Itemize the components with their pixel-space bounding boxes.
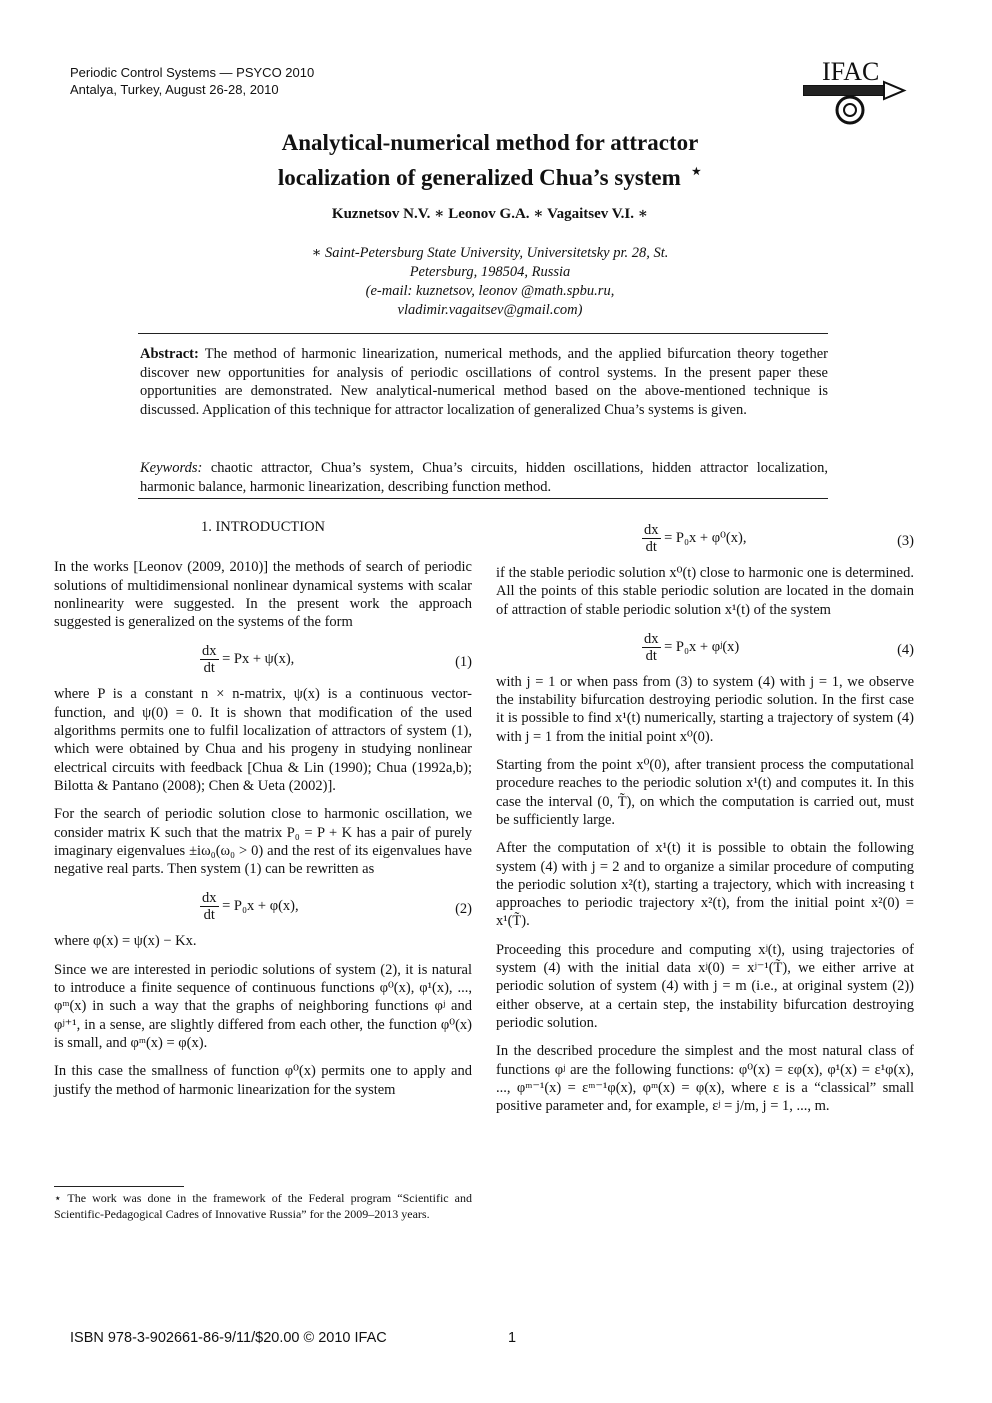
abstract <box>140 345 828 419</box>
footnote: ⋆ The work was done in the framework of the Federal program “Scientific and Scientific-Pedagogical Cadres of Innovative Russia” for the 2009–2013 years. <box>54 1191 472 1221</box>
equation-fraction: $\frac{dx}{dt}$ <box>644 522 659 555</box>
equation-1 <box>54 641 472 681</box>
equation-fraction: $\frac{dx}{dt}$ <box>644 630 659 664</box>
equation-2 <box>54 888 472 928</box>
affiliation-line-4: vladimir.vagaitsev@gmail.com) <box>397 302 583 318</box>
keywords <box>140 459 828 496</box>
title-line-1: Analytical-numerical method for attractor <box>281 130 699 155</box>
equation-rhs: = P₀x + φʲ(x) <box>664 638 740 655</box>
conference-name: Periodic Control Systems — PSYCO 2010 <box>70 65 315 80</box>
paragraph: In the works [Leonov (2009, 2010)] the methods of search of periodic solutions of multidimensional nonlinear dynamical systems with scalar nonlinearity were suggested. In the present work the approach suggested is generalized on the systems of the form <box>54 559 472 631</box>
page-number: 1 <box>508 1330 517 1346</box>
affiliation <box>250 244 730 320</box>
affiliation-line-2: Petersburg, 198504, Russia <box>409 264 571 280</box>
keywords-text: chaotic attractor, Chua’s system, Chua’s circuits, hidden oscillations, hidden attractor localization, harmonic balance, harmonic linearization, describing function method. <box>140 460 829 495</box>
paragraph: Since we are interested in periodic solutions of system (2), it is natural to introduce a finite sequence of continuous functions φ⁰(x), φ¹(x), ..., φᵐ(x) in such a way that the graphs of neighboring functions φʲ and φʲ⁺¹, in a sense, are slightly differed from each other, the function φ⁰(x) is small, and φᵐ(x) = φ(x). <box>54 961 472 1051</box>
abstract-top-rule <box>138 333 828 334</box>
equation-number: (3) <box>897 533 914 549</box>
equation-number: (4) <box>897 641 914 658</box>
right-column <box>496 518 914 1125</box>
paragraph: Starting from the point x⁰(0), after transient process the computational procedure reaches to the periodic solution x¹(t) and computes it. In this case the interval (0, T̃), on which the computation is carried out, must be sufficiently large. <box>496 757 914 828</box>
equation-number: (1) <box>455 654 472 671</box>
paragraph: where φ(x) = ψ(x) − Kx. <box>54 933 197 950</box>
paragraph: In the described procedure the simplest and the most natural class of functions φʲ are the following functions: φ⁰(x) = εφ(x), φ¹(x) = ε¹φ(x), ..., φᵐ⁻¹(x) = εᵐ⁻¹φ(x), φᵐ(x) = φ(x), where ε is a “classical” small positive parameter and, for example, εʲ = j/m, j = 1, ..., m. <box>496 1043 914 1115</box>
paragraph: with j = 1 or when pass from (3) to system (4) with j = 1, we observe the instability bifurcation destroying periodic solution. In the first case it is possible to find x¹(t) numerically, starting a trajectory of system (4) with j = 1 from the initial point x⁰(0). <box>496 673 914 745</box>
abstract-label: Abstract: <box>140 346 199 362</box>
equation-3 <box>496 520 914 560</box>
footnote-rule <box>54 1186 184 1187</box>
ifac-logo <box>800 58 910 130</box>
isbn-footer: ISBN 978-3-902661-86-9/11/$20.00 © 2010 IFAC <box>70 1330 387 1346</box>
left-column <box>54 518 472 1109</box>
paragraph: where P is a constant n × n-matrix, ψ(x) is a continuous vector-function, and ψ(0) = 0. It is shown that modification of the used algorithms permits one to fulfil localization of attractors of system (1), which were obtained by Chua and his progeny in studying nonlinear electrical circuits with feedback [Chua & Lin (1990); Chua (1992a,b); Bilotta & Pantano (2008); Chen & Ueta (2002)]. <box>54 686 472 794</box>
equation-rhs: = P₀x + φ(x), <box>222 898 299 915</box>
title-footnote-star: ⋆ <box>690 161 703 181</box>
title-line-2: localization of generalized Chua’s system <box>277 165 681 190</box>
keywords-label: Keywords: <box>140 460 203 476</box>
paragraph: In this case the smallness of function φ⁰(x) permits one to apply and justify the method of harmonic linearization for the system <box>54 1063 472 1098</box>
paper-title <box>150 128 830 192</box>
equation-fraction: $\frac{dx}{dt}$ <box>202 643 217 677</box>
paragraph: For the search of periodic solution close to harmonic oscillation, we consider matrix K such that the matrix P₀ = P + K has a pair of purely imaginary eigenvalues ±iω₀(ω₀ > 0) and the rest of its eigenvalues have negative real parts. Then system (1) can be rewritten as <box>54 806 472 878</box>
ifac-logo-text: IFAC <box>822 58 880 86</box>
affiliation-line-3: (e-mail: kuznetsov, leonov @math.spbu.ru, <box>365 283 615 299</box>
equation-rhs: = Px + ψ(x), <box>222 651 295 668</box>
affiliation-line-1: ∗ Saint-Petersburg State University, Universitetsky pr. 28, St. <box>311 245 669 261</box>
conference-location: Antalya, Turkey, August 26-28, 2010 <box>70 82 279 97</box>
abstract-text: The method of harmonic linearization, numerical methods, and the applied bifurcation theory together discover new opportunities for analysis of periodic oscillations of control systems. In the present paper these opportunities are demonstrated. New analytical-numerical method based on the above-mentioned technique is discussed. Application of this technique for attractor localization of generalized Chua’s systems is given. <box>140 346 828 418</box>
section-heading-introduction: 1. INTRODUCTION <box>200 519 326 535</box>
keywords-bottom-rule <box>138 498 828 499</box>
paragraph: After the computation of x¹(t) it is possible to obtain the following system (4) with j = 2 and to organize a similar procedure of computing the periodic solution x²(t), starting a trajectory, which with increasing t approaches to periodic trajectory x²(t), from the initial point x²(0) = x¹(T̃). <box>496 840 914 930</box>
paragraph: if the stable periodic solution x⁰(t) close to harmonic one is determined. All the points of this stable periodic solution are located in the domain of attraction of stable periodic solution x¹(t) of the system <box>496 565 914 618</box>
equation-4 <box>496 629 914 669</box>
paragraph: Proceeding this procedure and computing xʲ(t), using trajectories of system (4) with the initial data xʲ(0) = xʲ⁻¹(T̃), we either arrive at periodic solution of system (4) with j = m (i.e., at original system (2)) either observe, at a certain step, the instability bifurcation destroying periodic solution. <box>496 941 914 1031</box>
equation-rhs: = P₀x + φ⁰(x), <box>664 529 747 546</box>
author-list: Kuznetsov N.V. ∗ Leonov G.A. ∗ Vagaitsev V.I. ∗ <box>331 206 649 222</box>
equation-fraction: $\frac{dx}{dt}$ <box>202 890 217 924</box>
conference-info <box>70 64 314 98</box>
equation-number: (2) <box>455 901 472 918</box>
